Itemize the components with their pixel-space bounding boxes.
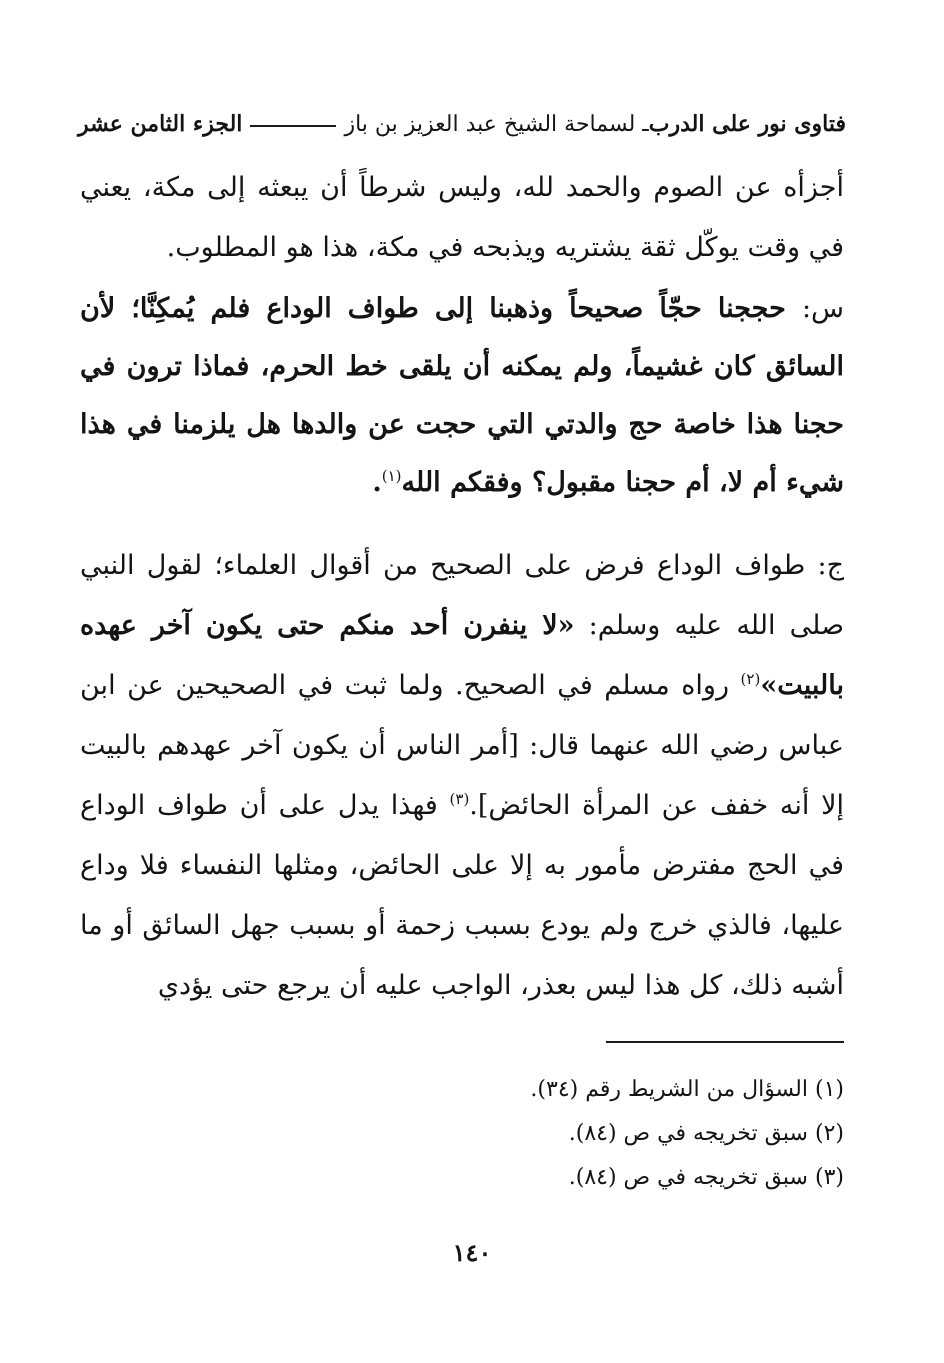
- page-number: ١٤٠: [452, 1238, 492, 1267]
- question-end: .: [372, 467, 382, 498]
- footnote-2: (٢) سبق تخريجه في ص (٨٤).: [568, 1121, 844, 1146]
- footnote-3: (٣) سبق تخريجه في ص (٨٤).: [568, 1165, 844, 1190]
- question-text: حججنا حجّاً صحيحاً وذهبنا إلى طواف الوداع فلم يُمكِنَّا؛ لأن السائق كان غشيماً، ولم يمكنه أن يلقى خط الحرم، فماذا ترون في حجنا هذا خاصة حج والدتي التي حجت عن والدها هل يلزمنا في هذا شيء أم لا، أم حجنا مقبول؟ وفقكم الله: [80, 293, 844, 498]
- running-header: [78, 104, 846, 144]
- footnote-ref-1: (١): [381, 467, 402, 485]
- question-marker: س:: [801, 293, 844, 324]
- footnote-separator: [606, 1041, 844, 1043]
- footnote-1: (١) السؤال من الشريط رقم (٣٤).: [530, 1077, 844, 1102]
- answer-rest: فهذا يدل على أن طواف الوداع في الحج مفترض مأمور به إلا على الحائض، ومثلها النفساء فلا وداع عليها، فالذي خرج ولم يودع بسبب زحمة أو بسبب جهل السائق أو ما أشبه ذلك، كل هذا ليس بعذر، الواجب عليه أن يرجع حتى يؤدي: [80, 790, 844, 1001]
- answer-paragraph: [80, 536, 844, 1016]
- header-part: الجزء الثامن عشر: [78, 111, 243, 137]
- answer-intro: طواف الوداع فرض على الصحيح من أقوال العلماء؛ لقول النبي صلى الله عليه وسلم:: [80, 550, 844, 641]
- footnote-ref-3: (٣): [449, 790, 470, 808]
- header-book-title: فتاوى نور على الدرب: [648, 111, 846, 137]
- header-rule: [250, 125, 336, 127]
- question-paragraph: [80, 280, 844, 512]
- header-author: ـ لسماحة الشيخ عبد العزيز بن باز: [344, 111, 649, 137]
- hadith-quote: «لا ينفرن أحد منكم حتى يكون آخر عهده بالبيت»: [80, 610, 844, 701]
- answer-after-hadith: رواه مسلم في الصحيح. ولما ثبت في الصحيحين عن ابن عباس رضي الله عنهما قال: [أمر الناس أن يكون آخر عهدهم بالبيت إلا أنه خفف عن المرأة الحائض].: [80, 670, 844, 821]
- answer-marker: ج:: [817, 550, 844, 581]
- footnotes: [300, 1068, 844, 1200]
- footnote-ref-2: (٢): [740, 670, 761, 688]
- continued-paragraph: أجزأه عن الصوم والحمد لله، وليس شرطاً أن يبعثه إلى مكة، يعني في وقت يوكّل ثقة يشتريه ويذبحه في مكة، هذا هو المطلوب.: [80, 172, 844, 263]
